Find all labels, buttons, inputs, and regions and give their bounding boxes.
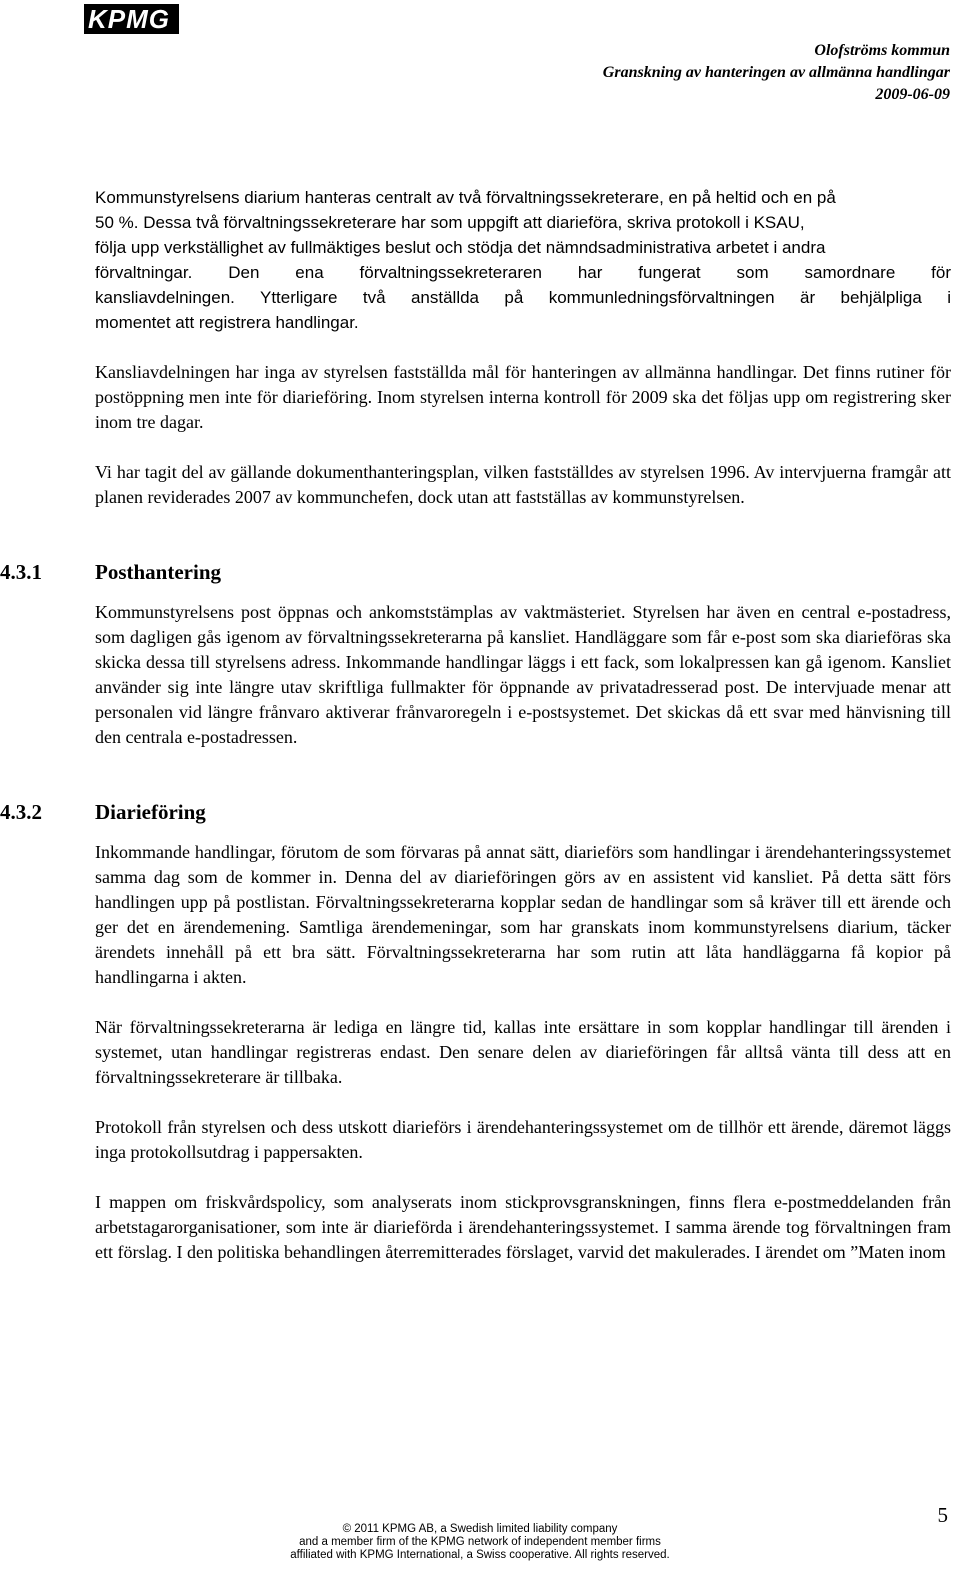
section-title: Posthantering <box>95 560 221 584</box>
kpmg-logo: KPMG <box>84 4 179 34</box>
paragraph: Kommunstyrelsens post öppnas och ankomststämplas av vaktmästeriet. Styrelsen har även en central e-postadress, som dagligen gås igenom av förvaltningssekreterarna på kansliet. Handläggare som får e-post som ska diarieföras ska skicka dessa till styrelsens adress. Inkommande handlingar läggs i ett fack, som lokalpressen kan gå igenom. Kansliet använder sig inte längre utav skriftliga fullmakter för öppnande av privatadresserad post. De intervjuade menar att personalen vid längre frånvaro aktiverar frånvaroregeln i e-postsystemet. Det skickas då ett svar med hänvisning till den centrala e-postadressen. <box>95 602 951 747</box>
section-heading <box>0 560 951 585</box>
paragraph: Protokoll från styrelsen och dess utskott diarieförs i ärendehanteringssystemet om de tillhör ett ärende, däremot läggs inga protokollsutdrag i pappersakten. <box>95 1117 951 1162</box>
section-title: Diarieföring <box>95 800 206 824</box>
paragraph: Kansliavdelningen har inga av styrelsen fastställda mål för hanteringen av allmänna handlingar. Det finns rutiner för postöppning men inte för diarieföring. Inom styrelsen interna kontroll för 2009 ska det följas upp om registrering sker inom tre dagar. <box>95 362 951 432</box>
page-number: 5 <box>937 1503 948 1527</box>
section-number: 4.3.1 <box>0 560 42 584</box>
page-header <box>603 40 950 106</box>
paragraph: När förvaltningssekreterarna är lediga en längre tid, kallas inte ersättare in som kopplar handlingar till ärenden i systemet, utan handlingar registreras endast. Den senare delen av diarieföringen får alltså vänta till dess att en förvaltningssekreterare är tillbaka. <box>95 1017 951 1087</box>
header-client: Olofströms kommun <box>814 42 950 59</box>
footer-line: affiliated with KPMG International, a Swiss cooperative. All rights reserved. <box>290 1549 670 1561</box>
page-footer <box>0 1523 960 1562</box>
paragraph-line: 50 %. Dessa två förvaltningssekreterare har som uppgift att diarieföra, skriva protokoll i KSAU, <box>95 213 805 232</box>
paragraph-line: Kommunstyrelsens diarium hanteras centralt av två förvaltningssekreterare, en på heltid och en på <box>95 188 836 207</box>
header-date: 2009-06-09 <box>875 86 950 103</box>
footer-line: and a member firm of the KPMG network of independent member firms <box>299 1536 661 1548</box>
section-heading <box>0 800 951 825</box>
paragraph: Vi har tagit del av gällande dokumenthanteringsplan, vilken fastställdes av styrelsen 1996. Av intervjuerna framgår att planen reviderades 2007 av kommunchefen, dock utan att fastställas av kommunstyrelsen. <box>95 462 951 507</box>
paragraph: I mappen om friskvårdspolicy, som analyserats inom stickprovsgranskningen, finns flera e-postmeddelanden från arbetstagarorganisationer, som inte är diarieförda i ärendehanteringssystemet. I samma ärende tog förvaltningen fram ett förslag. I den politiska behandlingen återremitterades förslaget, varvid det makulerades. I ärendet om ”Maten inom <box>95 1192 951 1262</box>
paragraph-line: följa upp verkställighet av fullmäktiges beslut och stödja det nämndsadministrativa arbetet i andra <box>95 238 826 257</box>
paragraph-line: momentet att registrera handlingar. <box>95 313 359 332</box>
paragraph-line: kansliavdelningen. Ytterligare två anställda på kommunledningsförvaltningen är behjälpliga i <box>95 288 951 307</box>
document-body <box>0 185 951 1265</box>
footer-line: © 2011 KPMG AB, a Swedish limited liability company <box>342 1523 618 1535</box>
header-report-title: Granskning av hanteringen av allmänna handlingar <box>602 64 950 81</box>
section-number: 4.3.2 <box>0 800 42 824</box>
paragraph: Inkommande handlingar, förutom de som förvaras på annat sätt, diarieförs som handlingar i ärendehanteringssystemet samma dag som de kommer in. Denna del av diarieföringen görs av en assistent vid kansliet. På detta sätt förs handlingen upp på postlistan. Förvaltningssekreterarna kopplar sedan de handlingar som så kräver till ett ärende och ger det en ärendemening. Samtliga ärendemeningar, som har granskats inom kommunstyrelsens diarium, täcker ärendets innehåll på ett bra sätt. Förvaltningssekreterarna har som rutin att låta handläggarna få kopior på handlingarna i akten. <box>95 842 951 987</box>
paragraph-line: förvaltningar. Den ena förvaltningssekreteraren har fungerat som samordnare för <box>95 263 951 282</box>
